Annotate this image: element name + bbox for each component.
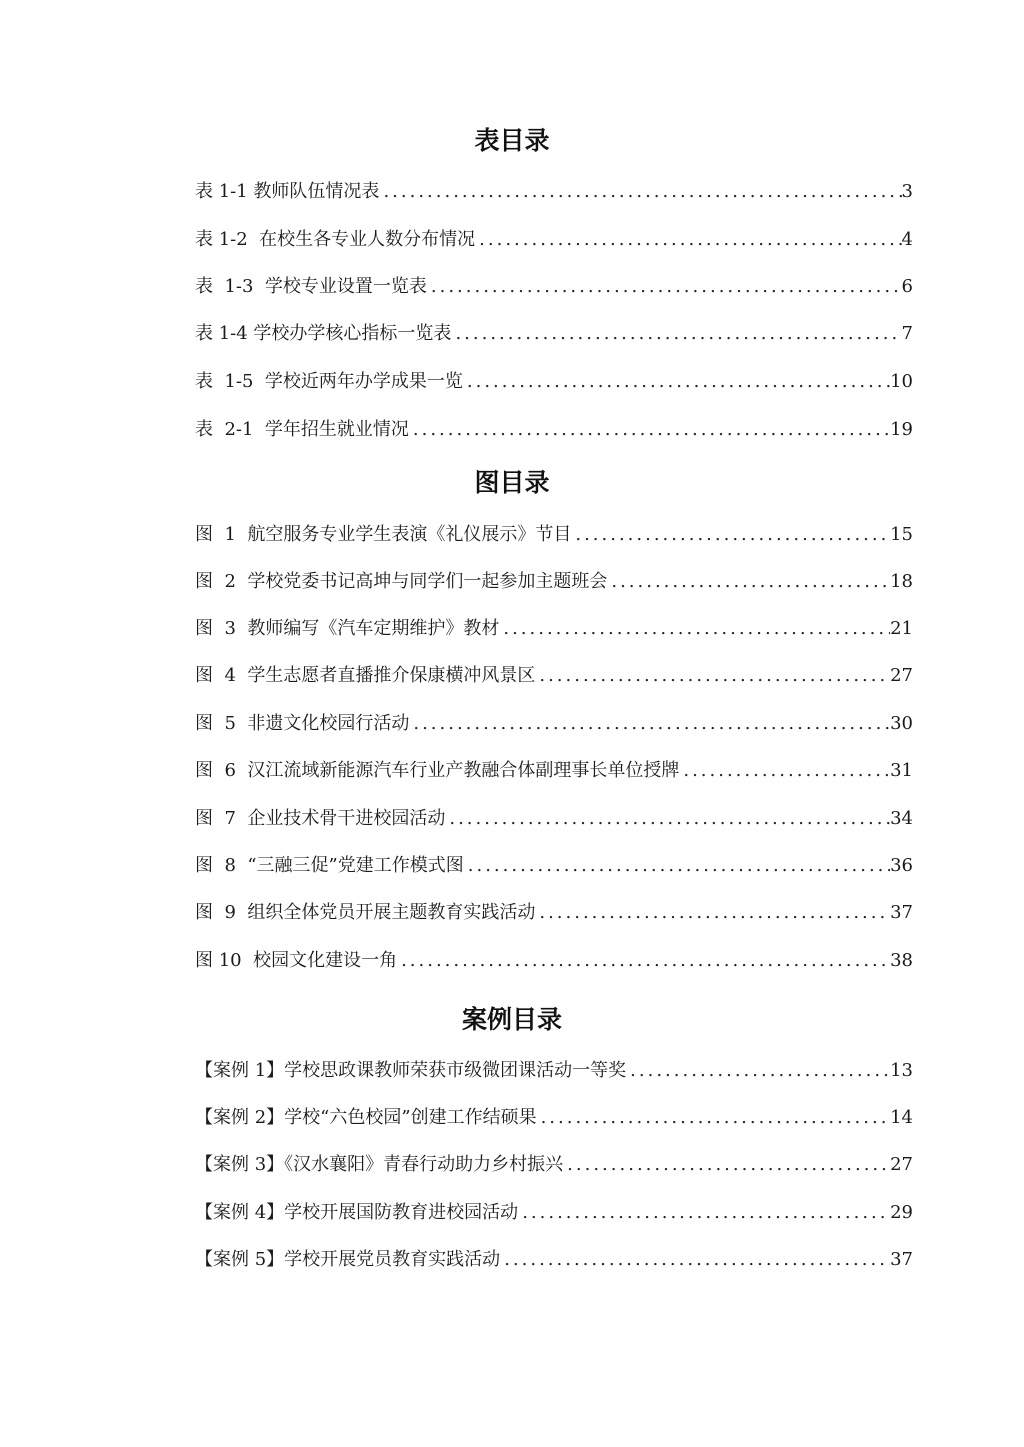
toc-entry-page: 21 bbox=[890, 618, 913, 639]
toc-entry-page: 34 bbox=[890, 808, 913, 829]
toc-entry-label: 图 5 非遗文化校园行活动 bbox=[195, 713, 410, 734]
toc-entry-page: 6 bbox=[901, 276, 913, 297]
toc-entry-label: 图 4 学生志愿者直播推介保康横冲风景区 bbox=[195, 665, 536, 686]
toc-entry-figure-8[interactable] bbox=[195, 851, 913, 881]
toc-entry-page: 27 bbox=[890, 665, 913, 686]
dot-leader bbox=[409, 415, 890, 445]
toc-entry-table-1-2[interactable] bbox=[195, 225, 913, 255]
dot-leader bbox=[445, 804, 890, 834]
dot-leader bbox=[535, 898, 890, 928]
cases-section-title: 案例目录 bbox=[461, 1005, 562, 1034]
dot-leader bbox=[518, 1198, 890, 1228]
toc-entry-page: 30 bbox=[890, 713, 913, 734]
toc-entry-page: 36 bbox=[890, 855, 913, 876]
toc-entry-page: 14 bbox=[890, 1107, 913, 1128]
toc-entry-label: 图 2 学校党委书记高坤与同学们一起参加主题班会 bbox=[195, 571, 608, 592]
dot-leader bbox=[563, 1150, 890, 1180]
dot-leader bbox=[451, 319, 901, 349]
toc-entry-figure-9[interactable] bbox=[195, 898, 913, 928]
toc-entry-label: 表 1-5 学校近两年办学成果一览 bbox=[195, 371, 463, 392]
toc-entry-label: 表 2-1 学年招生就业情况 bbox=[195, 419, 409, 440]
dot-leader bbox=[626, 1056, 890, 1086]
toc-entry-label: 图 8 “三融三促”党建工作模式图 bbox=[195, 855, 464, 876]
toc-entry-label: 表 1-4 学校办学核心指标一览表 bbox=[195, 323, 452, 344]
toc-entry-label: 图 1 航空服务专业学生表演《礼仪展示》节目 bbox=[195, 524, 572, 545]
dot-leader bbox=[397, 946, 890, 976]
dot-leader bbox=[499, 614, 890, 644]
toc-entry-figure-6[interactable] bbox=[195, 756, 913, 786]
toc-entry-table-2-1[interactable] bbox=[195, 415, 913, 445]
dot-leader bbox=[464, 851, 890, 881]
toc-entry-case-2[interactable] bbox=[195, 1103, 913, 1133]
toc-entry-label: 图 6 汉江流域新能源汽车行业产教融合体副理事长单位授牌 bbox=[195, 760, 680, 781]
toc-entry-page: 37 bbox=[890, 902, 913, 923]
toc-entry-table-1-3[interactable] bbox=[195, 272, 913, 302]
dot-leader bbox=[571, 520, 890, 550]
toc-entry-page: 37 bbox=[890, 1249, 913, 1270]
toc-entry-page: 13 bbox=[890, 1060, 913, 1081]
dot-leader bbox=[427, 272, 902, 302]
toc-entry-figure-3[interactable] bbox=[195, 614, 913, 644]
toc-entry-label: 图 9 组织全体党员开展主题教育实践活动 bbox=[195, 902, 536, 923]
toc-entry-label: 表 1-3 学校专业设置一览表 bbox=[195, 276, 427, 297]
toc-entry-label: 图 7 企业技术骨干进校园活动 bbox=[195, 808, 446, 829]
toc-entry-case-3[interactable] bbox=[195, 1150, 913, 1180]
toc-entry-page: 3 bbox=[901, 181, 913, 202]
dot-leader bbox=[500, 1245, 890, 1275]
dot-leader bbox=[537, 1103, 891, 1133]
toc-entry-case-4[interactable] bbox=[195, 1198, 913, 1228]
toc-entry-page: 19 bbox=[890, 419, 913, 440]
toc-entry-table-1-5[interactable] bbox=[195, 367, 913, 397]
toc-entry-label: 图 3 教师编写《汽车定期维护》教材 bbox=[195, 618, 500, 639]
toc-entry-label: 图 10 校园文化建设一角 bbox=[195, 950, 398, 971]
toc-entry-page: 29 bbox=[890, 1202, 913, 1223]
toc-entry-label: 【案例 4】学校开展国防教育进校园活动 bbox=[195, 1202, 519, 1223]
dot-leader bbox=[679, 756, 890, 786]
toc-entry-table-1-1[interactable] bbox=[195, 177, 913, 207]
dot-leader bbox=[607, 567, 890, 597]
toc-entry-page: 18 bbox=[890, 571, 913, 592]
toc-entry-page: 4 bbox=[901, 229, 913, 250]
toc-entry-figure-4[interactable] bbox=[195, 661, 913, 691]
toc-entry-label: 表 1-1 教师队伍情况表 bbox=[195, 181, 380, 202]
dot-leader bbox=[475, 225, 901, 255]
toc-entry-page: 38 bbox=[890, 950, 913, 971]
dot-leader bbox=[379, 177, 901, 207]
dot-leader bbox=[409, 709, 890, 739]
toc-entry-label: 【案例 5】学校开展党员教育实践活动 bbox=[195, 1249, 501, 1270]
toc-entry-case-5[interactable] bbox=[195, 1245, 913, 1275]
toc-entry-figure-1[interactable] bbox=[195, 520, 913, 550]
toc-entry-label: 【案例 3】《汉水襄阳》青春行动助力乡村振兴 bbox=[195, 1154, 564, 1175]
toc-entry-label: 【案例 1】学校思政课教师荣获市级微团课活动一等奖 bbox=[195, 1060, 627, 1081]
dot-leader bbox=[463, 367, 890, 397]
figures-section-title: 图目录 bbox=[474, 468, 550, 497]
toc-entry-page: 15 bbox=[890, 524, 913, 545]
toc-entry-figure-5[interactable] bbox=[195, 709, 913, 739]
toc-entry-page: 27 bbox=[890, 1154, 913, 1175]
toc-entry-figure-10[interactable] bbox=[195, 946, 913, 976]
toc-entry-table-1-4[interactable] bbox=[195, 319, 913, 349]
toc-entry-label: 【案例 2】学校“六色校园”创建工作结硕果 bbox=[195, 1107, 537, 1128]
toc-entry-figure-7[interactable] bbox=[195, 804, 913, 834]
dot-leader bbox=[535, 661, 890, 691]
toc-entry-case-1[interactable] bbox=[195, 1056, 913, 1086]
toc-entry-figure-2[interactable] bbox=[195, 567, 913, 597]
toc-entry-page: 7 bbox=[901, 323, 913, 344]
toc-entry-page: 10 bbox=[890, 371, 913, 392]
tables-section-title: 表目录 bbox=[474, 126, 550, 155]
toc-entry-page: 31 bbox=[890, 760, 913, 781]
toc-entry-label: 表 1-2 在校生各专业人数分布情况 bbox=[195, 229, 476, 250]
